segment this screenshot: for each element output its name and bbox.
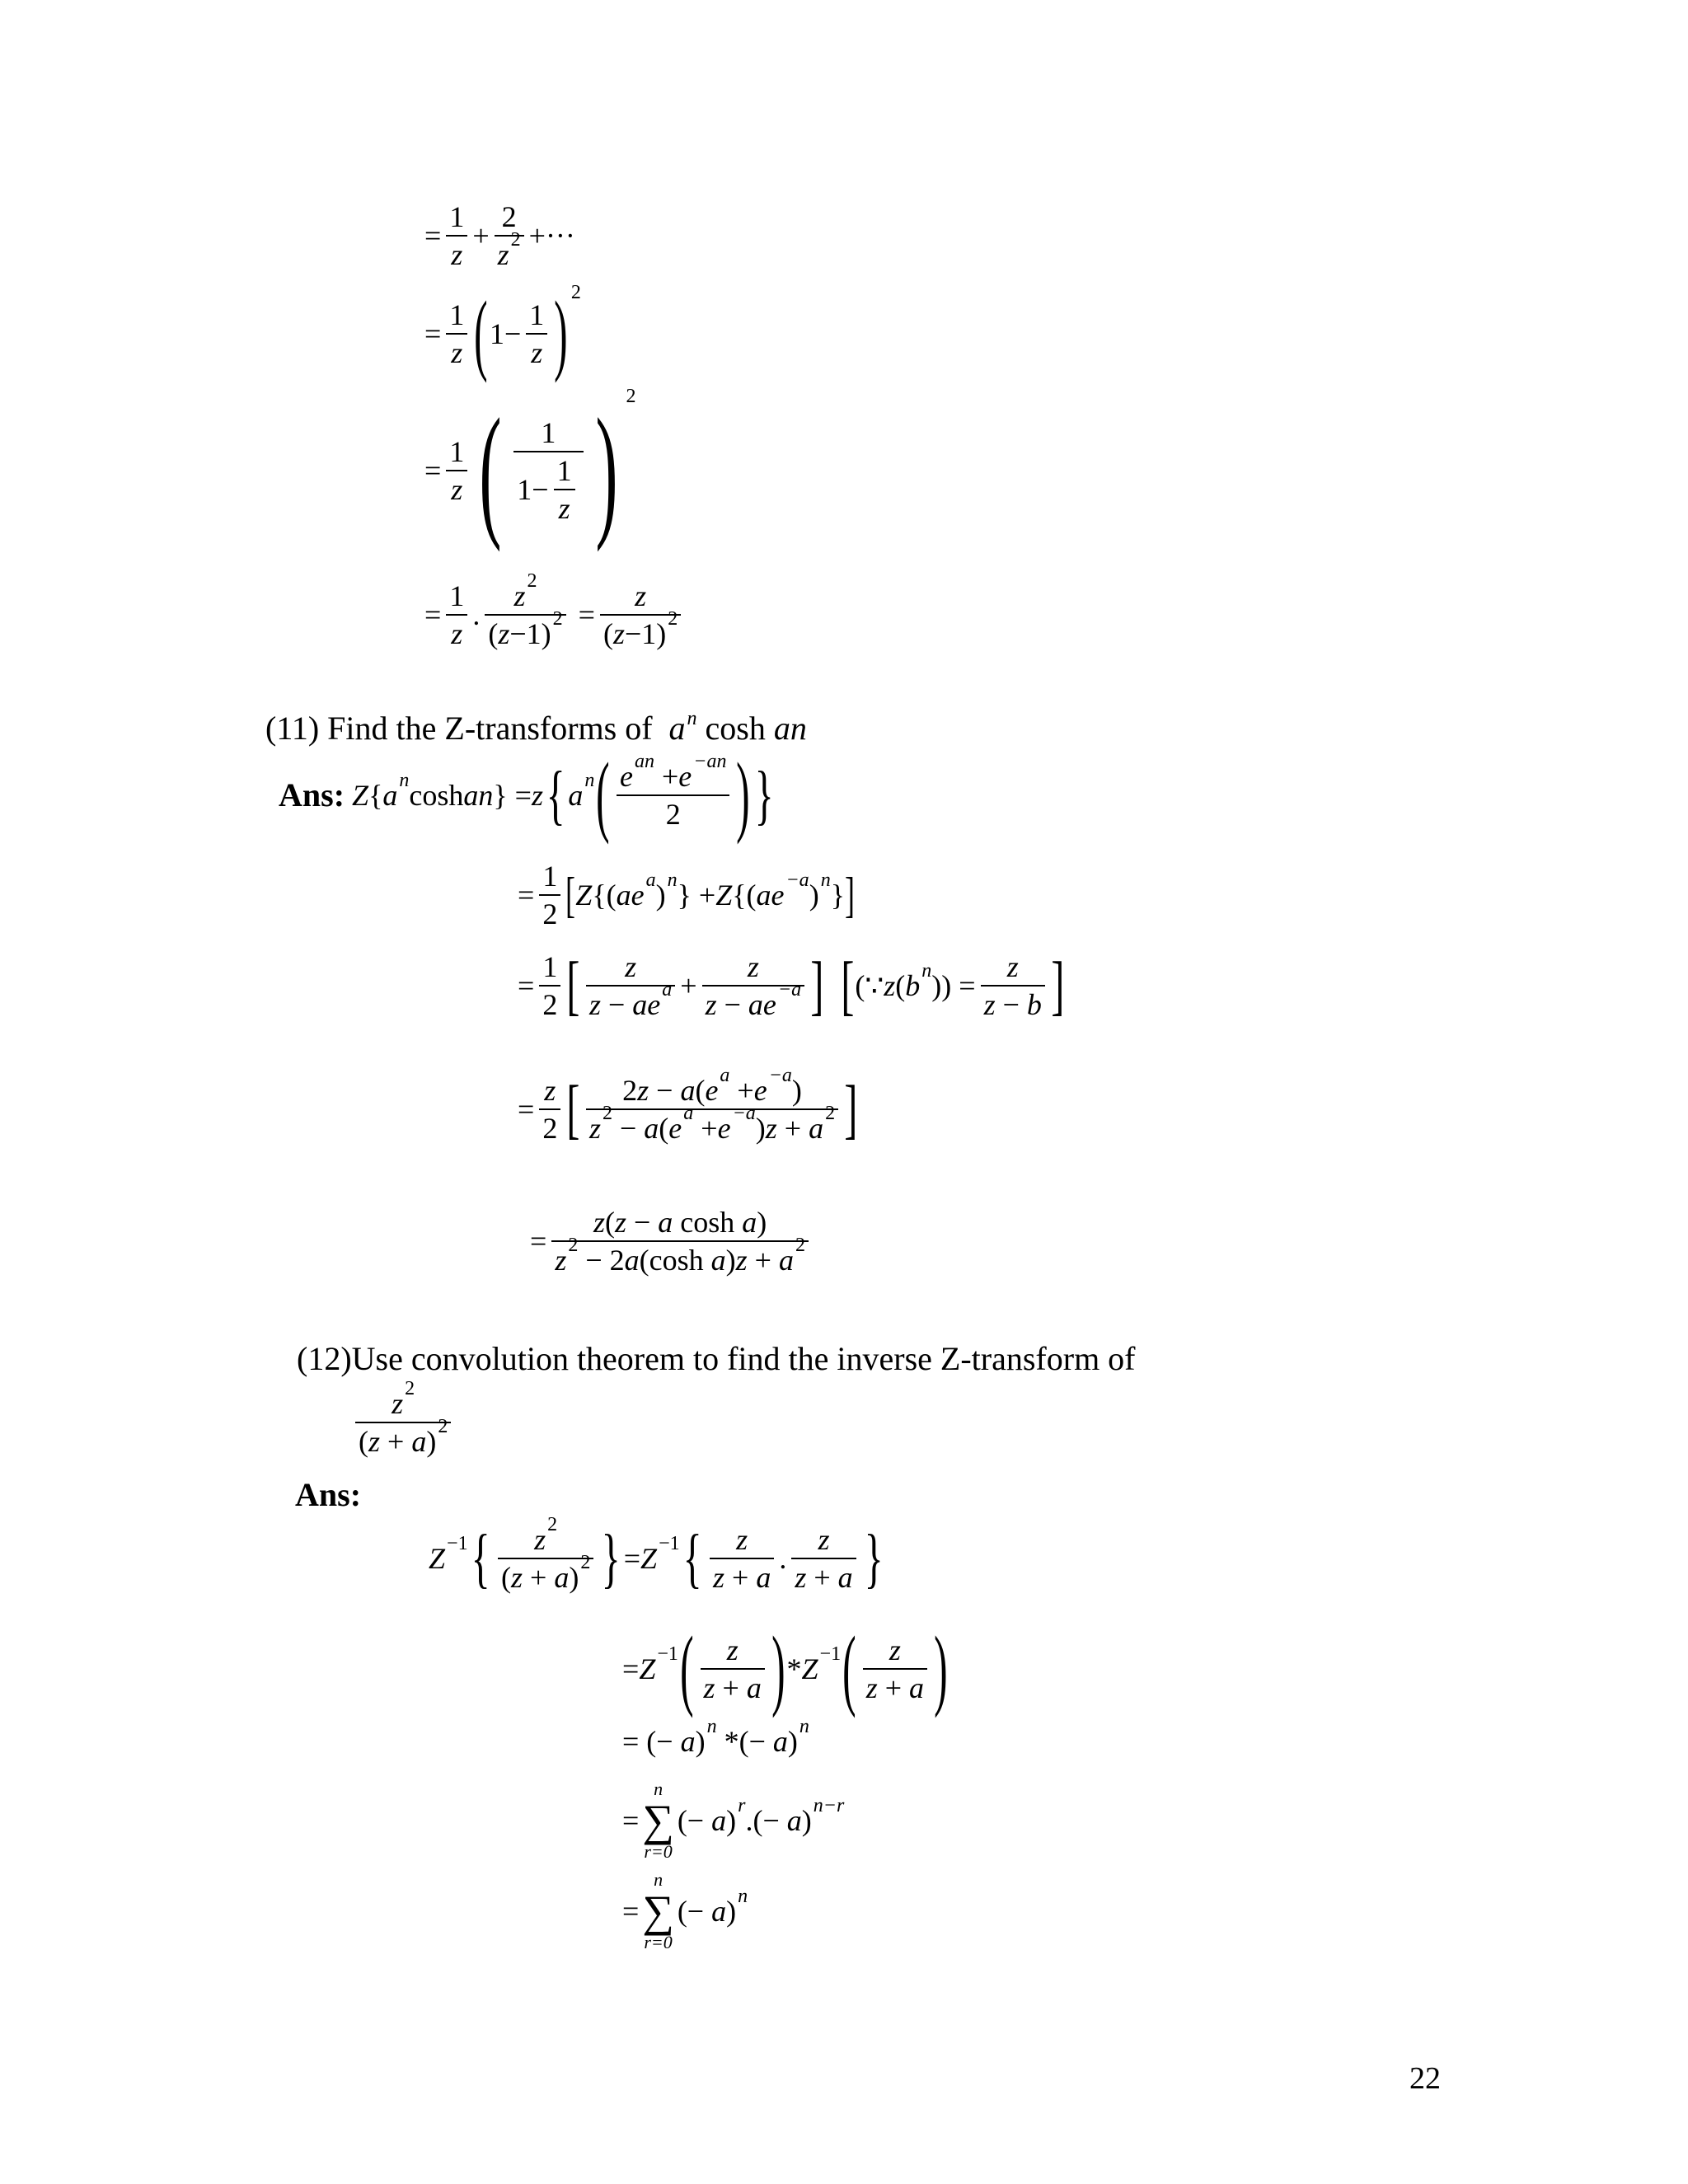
question-11-answer-line-5: = z ( z − a cosh a ) z 2 − 2 a (cosh a ) z + a 2 (530, 1207, 814, 1275)
question-11-answer-line-3: = $\frac{1}{2}$ [ z z − ae a + z z − ae −a ] [ (∵ z ( b n )) = z z − b ] (518, 949, 1065, 1022)
question-12-answer-line-3: = (− a ) n *(− a ) n (622, 1716, 809, 1758)
question-11-answer-line-2: = $\frac{1}{2}$ [ Z {( ae a ) n } + Z {( ae −a ) n } ] (518, 860, 855, 930)
question-12-answer-line-4: = n ∑ r=0 (− a ) r .(− a ) n−r (622, 1779, 845, 1862)
question-12-heading: (12)Use convolution theorem to find the inverse Z-transform of (297, 1340, 1136, 1377)
equation-line-1: = $\frac{1}{z}$ + 2 z 2 +··· (424, 200, 575, 271)
page-number: 22 (1409, 2061, 1441, 2096)
question-11-heading: (11) Find the Z-transforms of $a^n$ cosh an (265, 708, 807, 747)
question-11-answer-line-1: Ans: Z { a n cosh an } = z { a n ( e an + e −an 2 ) } (279, 744, 774, 845)
equation-line-4: = $\frac{1}{z}$ . z 2 ( z −1) 2 = z ( z −1) 2 (424, 581, 686, 649)
equation-line-3: = $\frac{1}{z}$ ( 1 1− $\frac{1}{z}$ ) 2 (424, 386, 636, 552)
question-12-answer-line-5: = n ∑ r=0 (− a ) n (622, 1869, 748, 1952)
equation-line-2: = $\frac{1}{z}$ ( 1− $\frac{1}{z}$ ) 2 (424, 281, 581, 383)
question-12-answer-line-2: = Z −1 ( z z + a ) * Z −1 ( z z + a ) (622, 1618, 948, 1718)
question-12-expression: z 2 ( z + a ) 2 (350, 1389, 456, 1456)
question-12-answer-line-1: Z −1 { z 2 ( z + a ) 2 } = Z −1 { z z + a . z z + a } (429, 1514, 884, 1595)
question-11-answer-line-4: = $\frac{z}{2}$ [ 2 z − a ( e a + e −a ) z 2 − a ( e a + e −a ) z + a 2 ] (518, 1065, 858, 1146)
question-12-answer-label: Ans: (295, 1476, 362, 1513)
